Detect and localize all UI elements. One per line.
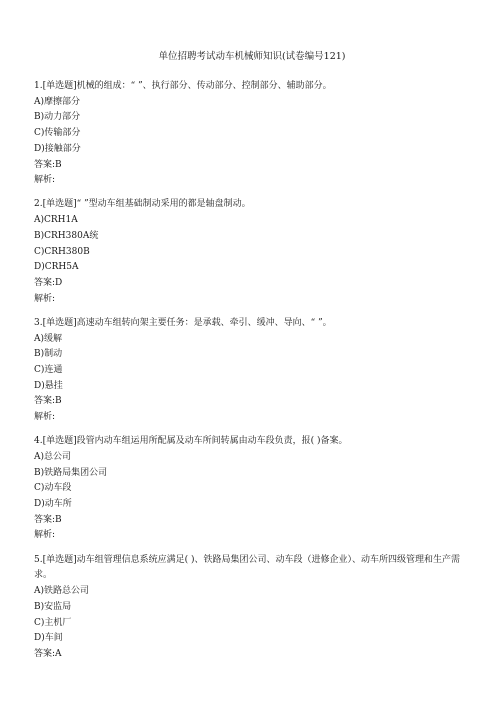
analysis: 解析:	[34, 530, 56, 541]
option-a: A)CRH1A	[34, 215, 78, 226]
analysis: 解析:	[34, 175, 56, 186]
question-stem: 3.[单选题]高速动车组转向架主要任务：是承载、牵引、缓冲、导向、“ ”。	[34, 317, 332, 328]
question-5	[34, 553, 474, 663]
question-2	[34, 197, 474, 307]
option-d: D)CRH5A	[34, 262, 79, 273]
analysis: 解析:	[34, 412, 56, 423]
option-a: A)总公司	[34, 451, 72, 462]
option-a: A)缓解	[34, 333, 63, 344]
option-c: C)CRH380B	[34, 246, 90, 257]
option-c: C)连通	[34, 364, 63, 375]
question-stem: 2.[单选题]“ ”型动车组基础制动采用的都是轴盘制动。	[34, 199, 251, 210]
option-b: B)安监局	[34, 601, 72, 612]
option-b: B)制动	[34, 349, 63, 360]
option-d: D)车间	[34, 633, 63, 644]
question-stem: 4.[单选题]段管内动车组运用所配属及动车所间转属由动车段负责，报( )备案。	[34, 436, 348, 447]
option-a: A)摩擦部分	[34, 96, 81, 107]
option-a: A)铁路总公司	[34, 586, 90, 597]
question-list	[34, 79, 474, 671]
option-b: B)动力部分	[34, 112, 81, 123]
option-b: B)铁路局集团公司	[34, 467, 108, 478]
document-title: 单位招聘考试动车机械师知识(试卷编号121)	[158, 51, 346, 62]
option-c: C)动车段	[34, 483, 72, 494]
question-4	[34, 434, 474, 544]
answer: 答案:B	[34, 514, 62, 525]
analysis: 解析:	[34, 293, 56, 304]
answer: 答案:B	[34, 159, 62, 170]
option-d: D)悬挂	[34, 380, 63, 391]
question-1	[34, 79, 474, 189]
answer: 答案:B	[34, 396, 62, 407]
question-stem: 5.[单选题]动车组管理信息系统应满足( )、铁路局集团公司、动车段（进修企业）、动车所四级管理和生产需求。	[34, 554, 460, 581]
answer: 答案:A	[34, 648, 62, 659]
option-b: B)CRH380A统	[34, 230, 99, 241]
answer: 答案:D	[34, 277, 63, 288]
question-3	[34, 316, 474, 426]
option-d: D)接触部分	[34, 143, 81, 154]
option-d: D)动车所	[34, 499, 72, 510]
option-c: C)传输部分	[34, 128, 81, 139]
option-c: C)主机厂	[34, 617, 72, 628]
question-stem: 1.[单选题]机械的组成：“ ”、执行部分、传动部分、控制部分、辅助部分。	[34, 81, 332, 91]
